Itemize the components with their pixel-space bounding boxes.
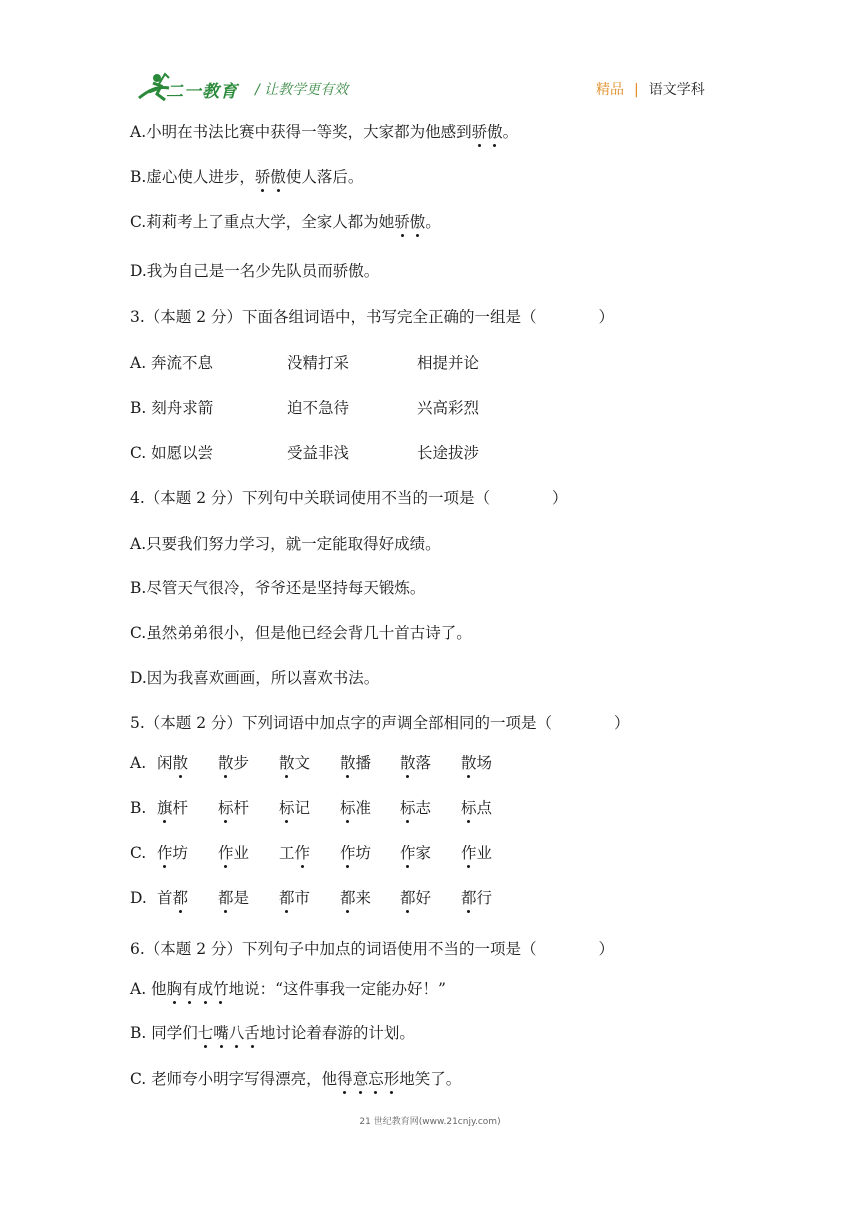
dotted-char: 散 — [400, 754, 416, 772]
dotted-char: 成 — [197, 980, 214, 998]
q4-stem: 4.（本题 2 分）下列句中关联词使用不当的一项是（ ） — [130, 489, 568, 507]
dotted-char: 标 — [461, 799, 477, 817]
dotted-char: 胸 — [166, 980, 183, 998]
premium-tag: 精品 — [596, 82, 624, 98]
page-footer: 21 世纪教育网(www.21cnjy.com) — [359, 1117, 501, 1127]
separator: | — [634, 82, 639, 98]
dotted-char: 骄 — [394, 213, 410, 231]
q5-word: 都来 — [340, 889, 372, 907]
dotted-char: 傲 — [487, 123, 503, 141]
q4-option-b: B.尽管天气很冷，爷爷还是坚持每天锻炼。 — [130, 579, 426, 597]
dotted-char: 散 — [172, 754, 189, 772]
dotted-char: 都 — [218, 889, 234, 907]
q3-word: B. 刻舟求箭 — [130, 399, 214, 417]
dotted-char: 散 — [461, 754, 477, 772]
dotted-char: 骄 — [254, 168, 271, 186]
q3-word: A. 奔流不息 — [130, 354, 214, 372]
dotted-phrase — [167, 980, 229, 998]
dotted-phrase — [198, 1024, 260, 1042]
q3-word: C. 如愿以尝 — [130, 444, 214, 462]
dotted-char: 傲 — [270, 168, 286, 186]
q4-option-a: A.只要我们努力学习，就一定能取得好成绩。 — [130, 535, 441, 553]
dotted-char: 作 — [340, 844, 356, 862]
header-tags — [596, 79, 705, 99]
dotted-char: 嘴 — [213, 1024, 229, 1042]
q4-option-d: D.因为我喜欢画画，所以喜欢书法。 — [130, 669, 380, 687]
q5-word: 都市 — [279, 889, 311, 907]
dotted-char: 舌 — [244, 1024, 260, 1042]
q5-word: 闲散 — [157, 754, 189, 772]
q5-option-label: D. — [130, 889, 147, 907]
q3-word: 没精打采 — [287, 354, 350, 372]
q6-option-a: A. 他胸有成竹地说：“这件事我一定能办好！” — [130, 980, 446, 998]
dotted-char: 有 — [182, 980, 198, 998]
q5-stem: 5.（本题 2 分）下列词语中加点字的声调全部相同的一项是（ ） — [130, 714, 630, 732]
q3-word: 迫不急待 — [287, 399, 350, 417]
dotted-char: 骄 — [471, 123, 488, 141]
q5-word: 都好 — [400, 889, 432, 907]
dotted-char: 七 — [197, 1024, 214, 1042]
q5-word: 作家 — [400, 844, 432, 862]
dotted-char: 标 — [400, 799, 416, 817]
dotted-char: 意 — [352, 1070, 369, 1088]
q2-option-d: D.我为自己是一名少先队员而骄傲。 — [130, 262, 380, 280]
q5-word: 首都 — [157, 889, 189, 907]
dotted-char: 都 — [400, 889, 416, 907]
dotted-char: 竹 — [213, 980, 229, 998]
q2-option-b: B.虚心使人进步，骄傲使人落后。 — [130, 168, 364, 186]
q5-word: 作坊 — [340, 844, 372, 862]
subject-label: 语文学科 — [648, 82, 705, 98]
q3-word: 长途拔涉 — [417, 444, 480, 462]
dotted-char: 作 — [157, 844, 173, 862]
dotted-char: 散 — [340, 754, 356, 772]
dotted-char: 都 — [461, 889, 477, 907]
q2-option-a: A.小明在书法比赛中获得一等奖，大家都为他感到骄傲。 — [130, 123, 519, 141]
q6-option-b: B. 同学们七嘴八舌地讨论着春游的计划。 — [130, 1024, 415, 1042]
q5-option-label: B. — [130, 799, 147, 817]
q3-stem: 3.（本题 2 分）下面各组词语中，书写完全正确的一组是（ ） — [130, 308, 615, 326]
page-header — [0, 0, 860, 110]
dotted-char: 作 — [400, 844, 416, 862]
q5-word: 散落 — [400, 754, 432, 772]
dotted-char: 标 — [218, 799, 234, 817]
q4-option-c: C.虽然弟弟很小，但是他已经会背几十首古诗了。 — [130, 624, 472, 642]
q3-word: 兴高彩烈 — [417, 399, 480, 417]
q3-word: 相提并论 — [417, 354, 480, 372]
q5-word: 都行 — [461, 889, 493, 907]
q6-stem: 6.（本题 2 分）下列句子中加点的词语使用不当的一项是（ ） — [130, 940, 615, 958]
dotted-char: 作 — [461, 844, 477, 862]
q5-word: 散步 — [218, 754, 250, 772]
dotted-char: 形 — [383, 1070, 400, 1088]
dotted-char: 作 — [294, 844, 311, 862]
q5-word: 旗杆 — [157, 799, 189, 817]
q5-word: 标准 — [340, 799, 372, 817]
dotted-char: 都 — [340, 889, 356, 907]
q5-word: 散文 — [279, 754, 311, 772]
slogan: / 让教学更有效 — [255, 82, 349, 98]
q5-word: 散播 — [340, 754, 372, 772]
dotted-char: 都 — [172, 889, 189, 907]
q5-word: 作业 — [461, 844, 493, 862]
q3-word: 受益非浅 — [287, 444, 350, 462]
q5-word: 标点 — [461, 799, 493, 817]
dotted-phrase — [337, 1070, 399, 1088]
dotted-char: 标 — [279, 799, 295, 817]
dotted-char: 散 — [218, 754, 234, 772]
dotted-char: 傲 — [409, 213, 426, 231]
dotted-char: 八 — [228, 1024, 245, 1042]
dotted-char: 作 — [218, 844, 234, 862]
q5-word: 标志 — [400, 799, 432, 817]
q5-word: 标杆 — [218, 799, 250, 817]
q5-word: 作坊 — [157, 844, 189, 862]
q5-word: 标记 — [279, 799, 311, 817]
q5-word: 散场 — [461, 754, 493, 772]
q2-option-c: C.莉莉考上了重点大学，全家人都为她骄傲。 — [130, 213, 441, 231]
dotted-char: 都 — [279, 889, 295, 907]
q5-word: 都是 — [218, 889, 250, 907]
dotted-char: 得 — [337, 1070, 353, 1088]
dotted-char: 标 — [340, 799, 356, 817]
dotted-char: 旗 — [157, 799, 173, 817]
q5-word: 作业 — [218, 844, 250, 862]
q5-word: 工作 — [279, 844, 311, 862]
brand-name: 二一教育 — [166, 82, 238, 102]
q5-option-label: C. — [130, 844, 147, 862]
dotted-char: 散 — [279, 754, 295, 772]
dotted-char: 忘 — [368, 1070, 384, 1088]
q6-option-c: C. 老师夸小明字写得漂亮，他得意忘形地笑了。 — [130, 1070, 462, 1088]
q5-option-label: A. — [130, 754, 147, 772]
